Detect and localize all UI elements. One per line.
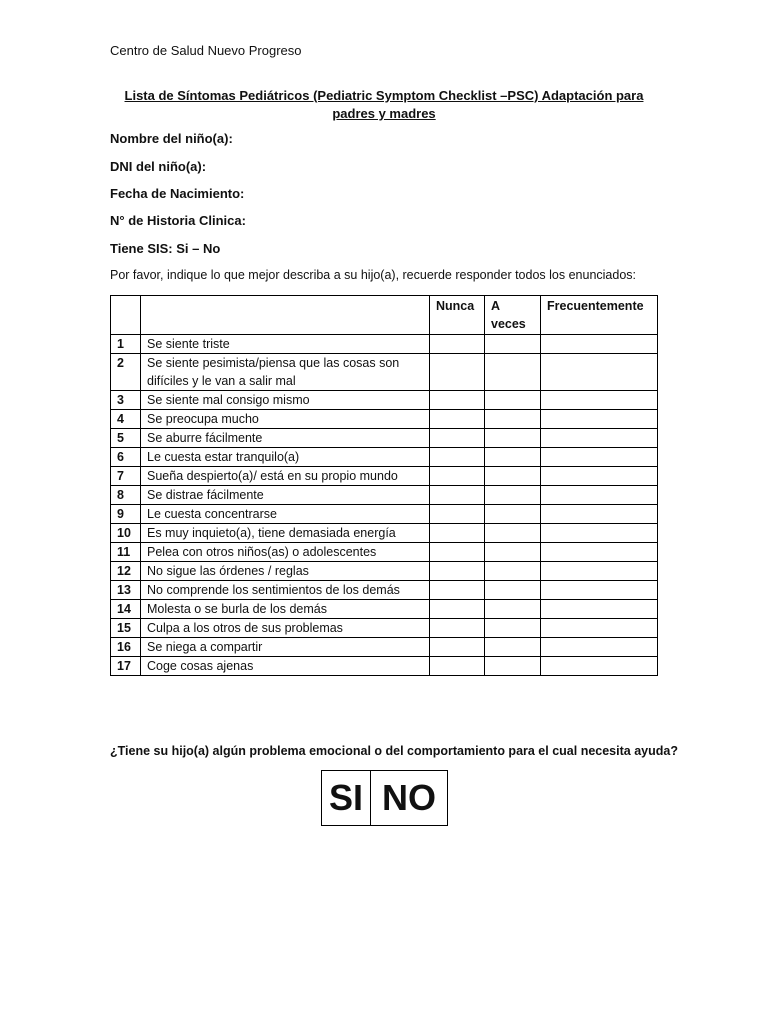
table-row xyxy=(111,657,658,676)
frecuentemente-cell[interactable] xyxy=(541,524,658,543)
nunca-cell[interactable] xyxy=(430,657,485,676)
row-item: Se distrae fácilmente xyxy=(141,486,430,505)
row-number: 12 xyxy=(111,562,141,581)
a-veces-cell[interactable] xyxy=(485,467,541,486)
a-veces-cell[interactable] xyxy=(485,354,541,391)
instruction-text: Por favor, indique lo que mejor describa a su hijo(a), recuerde responder todos los enunciados: xyxy=(110,268,637,282)
a-veces-cell[interactable] xyxy=(485,600,541,619)
row-item: Se niega a compartir xyxy=(141,638,430,657)
nunca-cell[interactable] xyxy=(430,619,485,638)
nunca-cell[interactable] xyxy=(430,429,485,448)
nunca-cell[interactable] xyxy=(430,486,485,505)
table-row xyxy=(111,410,658,429)
a-veces-cell[interactable] xyxy=(485,638,541,657)
row-number: 7 xyxy=(111,467,141,486)
nunca-cell[interactable] xyxy=(430,354,485,391)
field-child-dni: DNI del niño(a): xyxy=(110,159,207,174)
answer-yes[interactable]: SI xyxy=(322,771,371,826)
a-veces-cell[interactable] xyxy=(485,448,541,467)
row-item: Se siente mal consigo mismo xyxy=(141,391,430,410)
a-veces-cell[interactable] xyxy=(485,410,541,429)
table-body xyxy=(111,335,658,676)
table-header-row xyxy=(111,296,658,335)
table-row xyxy=(111,638,658,657)
frecuentemente-cell[interactable] xyxy=(541,467,658,486)
a-veces-cell[interactable] xyxy=(485,335,541,354)
row-number: 5 xyxy=(111,429,141,448)
table-row xyxy=(111,448,658,467)
row-number: 10 xyxy=(111,524,141,543)
row-number: 4 xyxy=(111,410,141,429)
row-item: Culpa a los otros de sus problemas xyxy=(141,619,430,638)
table-row xyxy=(111,619,658,638)
nunca-cell[interactable] xyxy=(430,505,485,524)
row-item: Pelea con otros niños(as) o adolescentes xyxy=(141,543,430,562)
row-number: 8 xyxy=(111,486,141,505)
row-item: Le cuesta concentrarse xyxy=(141,505,430,524)
field-sis: Tiene SIS: Si – No xyxy=(110,241,221,256)
row-number: 6 xyxy=(111,448,141,467)
row-item: Le cuesta estar tranquilo(a) xyxy=(141,448,430,467)
table-row xyxy=(111,524,658,543)
table-row xyxy=(111,600,658,619)
row-number: 2 xyxy=(111,354,141,391)
row-item: Se siente triste xyxy=(141,335,430,354)
row-number: 3 xyxy=(111,391,141,410)
nunca-cell[interactable] xyxy=(430,448,485,467)
frecuentemente-cell[interactable] xyxy=(541,391,658,410)
frecuentemente-cell[interactable] xyxy=(541,581,658,600)
a-veces-cell[interactable] xyxy=(485,581,541,600)
nunca-cell[interactable] xyxy=(430,562,485,581)
frecuentemente-cell[interactable] xyxy=(541,486,658,505)
row-item: Se preocupa mucho xyxy=(141,410,430,429)
frecuentemente-cell[interactable] xyxy=(541,335,658,354)
frecuentemente-cell[interactable] xyxy=(541,638,658,657)
row-item: Sueña despierto(a)/ está en su propio mundo xyxy=(141,467,430,486)
frecuentemente-cell[interactable] xyxy=(541,429,658,448)
row-number: 9 xyxy=(111,505,141,524)
table-row xyxy=(111,581,658,600)
a-veces-cell[interactable] xyxy=(485,543,541,562)
a-veces-cell[interactable] xyxy=(485,391,541,410)
table-row xyxy=(111,391,658,410)
a-veces-cell[interactable] xyxy=(485,562,541,581)
table-row xyxy=(111,543,658,562)
row-item: Se siente pesimista/piensa que las cosas son difíciles y le van a salir mal xyxy=(141,354,430,391)
frecuentemente-cell[interactable] xyxy=(541,354,658,391)
a-veces-cell[interactable] xyxy=(485,505,541,524)
symptom-table xyxy=(110,295,658,676)
frecuentemente-cell[interactable] xyxy=(541,562,658,581)
header-a-veces: A veces xyxy=(485,296,541,335)
frecuentemente-cell[interactable] xyxy=(541,543,658,562)
row-item: No sigue las órdenes / reglas xyxy=(141,562,430,581)
nunca-cell[interactable] xyxy=(430,638,485,657)
a-veces-cell[interactable] xyxy=(485,486,541,505)
nunca-cell[interactable] xyxy=(430,600,485,619)
nunca-cell[interactable] xyxy=(430,524,485,543)
row-item: Es muy inquieto(a), tiene demasiada energía xyxy=(141,524,430,543)
row-item: Molesta o se burla de los demás xyxy=(141,600,430,619)
table-row xyxy=(111,486,658,505)
document-title: Lista de Síntomas Pediátricos (Pediatric Symptom Checklist –PSC) Adaptación para padres y madres xyxy=(124,88,644,121)
answer-box xyxy=(321,770,448,826)
table-row xyxy=(111,429,658,448)
row-number: 14 xyxy=(111,600,141,619)
nunca-cell[interactable] xyxy=(430,467,485,486)
table-row xyxy=(111,467,658,486)
nunca-cell[interactable] xyxy=(430,543,485,562)
frecuentemente-cell[interactable] xyxy=(541,600,658,619)
row-number: 15 xyxy=(111,619,141,638)
a-veces-cell[interactable] xyxy=(485,524,541,543)
frecuentemente-cell[interactable] xyxy=(541,505,658,524)
frecuentemente-cell[interactable] xyxy=(541,448,658,467)
row-item: Coge cosas ajenas xyxy=(141,657,430,676)
nunca-cell[interactable] xyxy=(430,410,485,429)
answer-no[interactable]: NO xyxy=(371,771,448,826)
header-item xyxy=(141,296,430,335)
nunca-cell[interactable] xyxy=(430,391,485,410)
field-clinical-history: N° de Historia Clinica: xyxy=(110,213,246,228)
row-number: 11 xyxy=(111,543,141,562)
frecuentemente-cell[interactable] xyxy=(541,410,658,429)
table-row xyxy=(111,562,658,581)
nunca-cell[interactable] xyxy=(430,581,485,600)
a-veces-cell[interactable] xyxy=(485,657,541,676)
header-frecuentemente: Frecuentemente xyxy=(541,296,658,335)
row-number: 13 xyxy=(111,581,141,600)
field-birth-date: Fecha de Nacimiento: xyxy=(110,186,245,201)
help-question: ¿Tiene su hijo(a) algún problema emocional o del comportamiento para el cual necesita ayuda? xyxy=(110,744,678,758)
row-item: Se aburre fácilmente xyxy=(141,429,430,448)
table-row xyxy=(111,505,658,524)
row-item: No comprende los sentimientos de los demás xyxy=(141,581,430,600)
row-number: 16 xyxy=(111,638,141,657)
nunca-cell[interactable] xyxy=(430,335,485,354)
a-veces-cell[interactable] xyxy=(485,429,541,448)
frecuentemente-cell[interactable] xyxy=(541,657,658,676)
field-child-name: Nombre del niño(a): xyxy=(110,131,233,146)
row-number: 17 xyxy=(111,657,141,676)
row-number: 1 xyxy=(111,335,141,354)
center-name: Centro de Salud Nuevo Progreso xyxy=(110,43,302,58)
table-row xyxy=(111,335,658,354)
frecuentemente-cell[interactable] xyxy=(541,619,658,638)
table-row xyxy=(111,354,658,391)
header-nunca: Nunca xyxy=(430,296,485,335)
header-number xyxy=(111,296,141,335)
a-veces-cell[interactable] xyxy=(485,619,541,638)
